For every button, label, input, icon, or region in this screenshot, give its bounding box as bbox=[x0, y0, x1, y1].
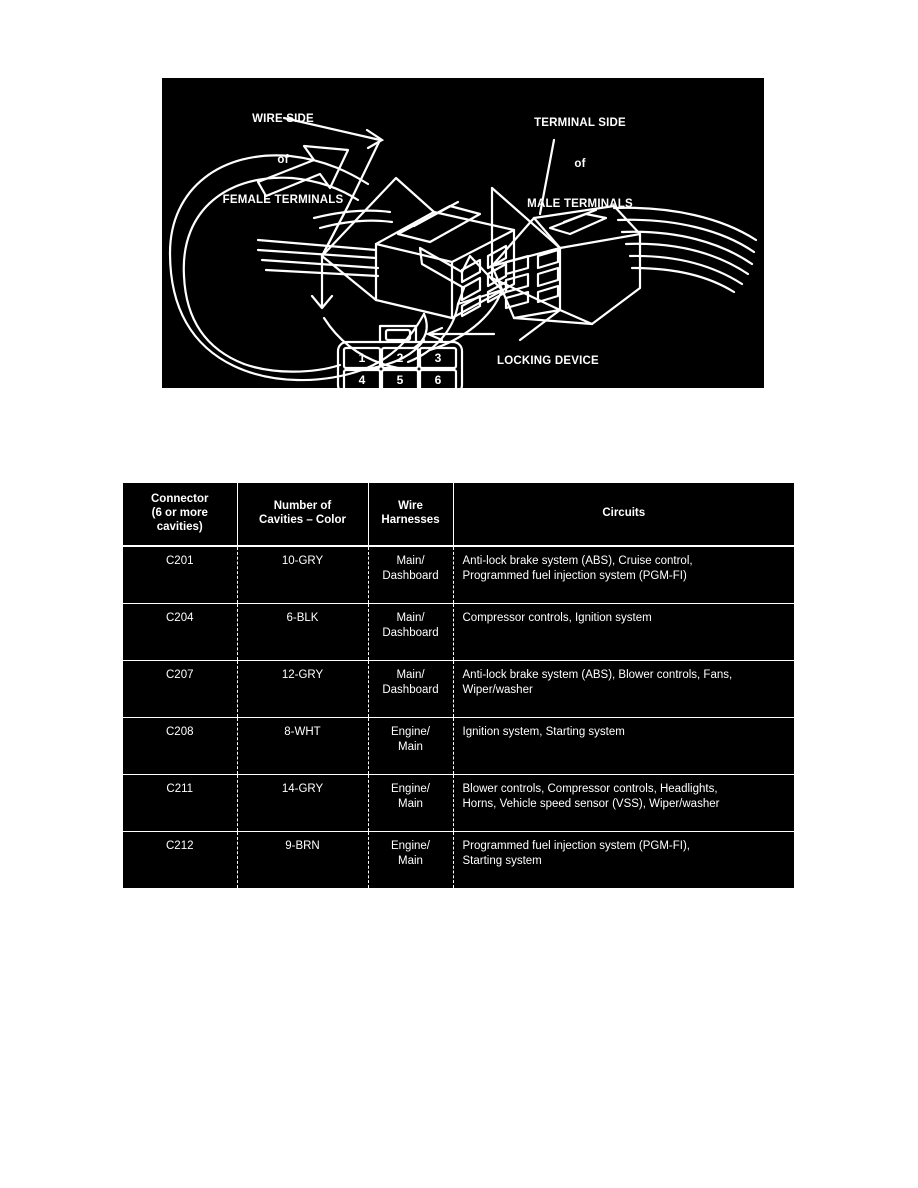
header-cavities-color bbox=[237, 483, 368, 546]
terminal-side-line1: TERMINAL SIDE bbox=[534, 117, 626, 129]
cell-connector: C212 bbox=[123, 832, 237, 889]
header-connector bbox=[123, 483, 237, 546]
cell-cavities-color: 9-BRN bbox=[237, 832, 368, 889]
circuits-line1: Anti-lock brake system (ABS), Blower controls, Fans, bbox=[462, 669, 733, 681]
pin-number-1: 1 bbox=[358, 351, 366, 365]
table-header-row bbox=[123, 483, 794, 546]
harness-line1: Main/ bbox=[396, 612, 425, 624]
circuits-line2: Starting system bbox=[462, 855, 542, 867]
header-harness-line1: Wire bbox=[398, 500, 423, 512]
harness-line1: Main/ bbox=[396, 555, 425, 567]
circuits-line1: Compressor controls, Ignition system bbox=[462, 612, 652, 624]
cell-connector: C204 bbox=[123, 604, 237, 661]
terminal-side-line3: MALE TERMINALS bbox=[527, 198, 633, 210]
wire-side-line1: WIRE SIDE bbox=[252, 113, 314, 125]
locking-device-title: LOCKING DEVICE bbox=[497, 355, 599, 367]
harness-line2: Main bbox=[398, 855, 423, 867]
cell-wire-harness bbox=[368, 775, 453, 832]
cell-circuits bbox=[453, 718, 794, 775]
cell-circuits bbox=[453, 546, 794, 604]
pin-number-5: 5 bbox=[396, 373, 404, 387]
header-connector-line2: (6 or more bbox=[151, 507, 208, 519]
pin-number-2: 2 bbox=[396, 351, 404, 365]
harness-line1: Engine/ bbox=[390, 840, 430, 852]
wire-side-line2: of bbox=[277, 153, 289, 166]
header-cavities-line2: Cavities – Color bbox=[259, 514, 346, 526]
table-body bbox=[123, 546, 794, 888]
cell-cavities-color: 14-GRY bbox=[237, 775, 368, 832]
circuits-line1: Ignition system, Starting system bbox=[462, 726, 625, 738]
cell-wire-harness bbox=[368, 718, 453, 775]
cell-circuits bbox=[453, 604, 794, 661]
cell-cavities-color: 6-BLK bbox=[237, 604, 368, 661]
connector-illustration-panel bbox=[162, 78, 764, 408]
cell-cavities-color: 10-GRY bbox=[237, 546, 368, 604]
cell-circuits bbox=[453, 832, 794, 889]
header-harness-line2: Harnesses bbox=[381, 514, 440, 526]
connector-table bbox=[123, 483, 794, 888]
header-connector-line3: cavities) bbox=[156, 521, 203, 533]
cell-wire-harness bbox=[368, 546, 453, 604]
header-circuits-label: Circuits bbox=[602, 507, 646, 519]
cell-cavities-color: 8-WHT bbox=[237, 718, 368, 775]
harness-line2: Dashboard bbox=[382, 684, 439, 696]
circuits-line1: Programmed fuel injection system (PGM-FI), bbox=[462, 840, 691, 852]
harness-line1: Engine/ bbox=[390, 726, 430, 738]
circuits-line2: Horns, Vehicle speed sensor (VSS), Wiper/washer bbox=[462, 798, 720, 810]
cell-wire-harness bbox=[368, 661, 453, 718]
pin-number-6: 6 bbox=[434, 373, 442, 387]
header-cavities-line1: Number of bbox=[273, 500, 332, 512]
harness-line2: Main bbox=[398, 741, 423, 753]
circuits-line2: Wiper/washer bbox=[462, 684, 533, 696]
cell-wire-harness bbox=[368, 604, 453, 661]
header-wire-harnesses bbox=[368, 483, 453, 546]
cell-connector: C211 bbox=[123, 775, 237, 832]
wire-side-label bbox=[190, 86, 376, 235]
table-row bbox=[123, 604, 794, 661]
table-row bbox=[123, 661, 794, 718]
table-row bbox=[123, 546, 794, 604]
pin-number-3: 3 bbox=[434, 351, 442, 365]
harness-line1: Engine/ bbox=[390, 783, 430, 795]
table-row bbox=[123, 832, 794, 889]
cell-cavities-color: 12-GRY bbox=[237, 661, 368, 718]
terminal-side-line2: of bbox=[574, 157, 586, 170]
cell-circuits bbox=[453, 661, 794, 718]
locking-device-label bbox=[497, 328, 697, 436]
table-row bbox=[123, 718, 794, 775]
cell-circuits bbox=[453, 775, 794, 832]
cell-connector: C207 bbox=[123, 661, 237, 718]
pin-number-4: 4 bbox=[358, 373, 366, 387]
locking-device-note: Must be at top. bbox=[497, 395, 578, 408]
terminal-side-label bbox=[482, 90, 678, 239]
header-circuits bbox=[453, 483, 794, 546]
locking-device-leader bbox=[428, 328, 494, 340]
harness-line2: Dashboard bbox=[382, 570, 439, 582]
table-header bbox=[123, 483, 794, 546]
circuits-line1: Anti-lock brake system (ABS), Cruise control, bbox=[462, 555, 693, 567]
wire-side-line3: FEMALE TERMINALS bbox=[222, 194, 344, 206]
cell-connector: C201 bbox=[123, 546, 237, 604]
table-row bbox=[123, 775, 794, 832]
harness-line2: Main bbox=[398, 798, 423, 810]
circuits-line2: Programmed fuel injection system (PGM-FI) bbox=[462, 570, 687, 582]
cell-wire-harness bbox=[368, 832, 453, 889]
harness-line1: Main/ bbox=[396, 669, 425, 681]
harness-line2: Dashboard bbox=[382, 627, 439, 639]
circuits-line1: Blower controls, Compressor controls, Headlights, bbox=[462, 783, 718, 795]
cell-connector: C208 bbox=[123, 718, 237, 775]
header-connector-line1: Connector bbox=[151, 493, 209, 505]
